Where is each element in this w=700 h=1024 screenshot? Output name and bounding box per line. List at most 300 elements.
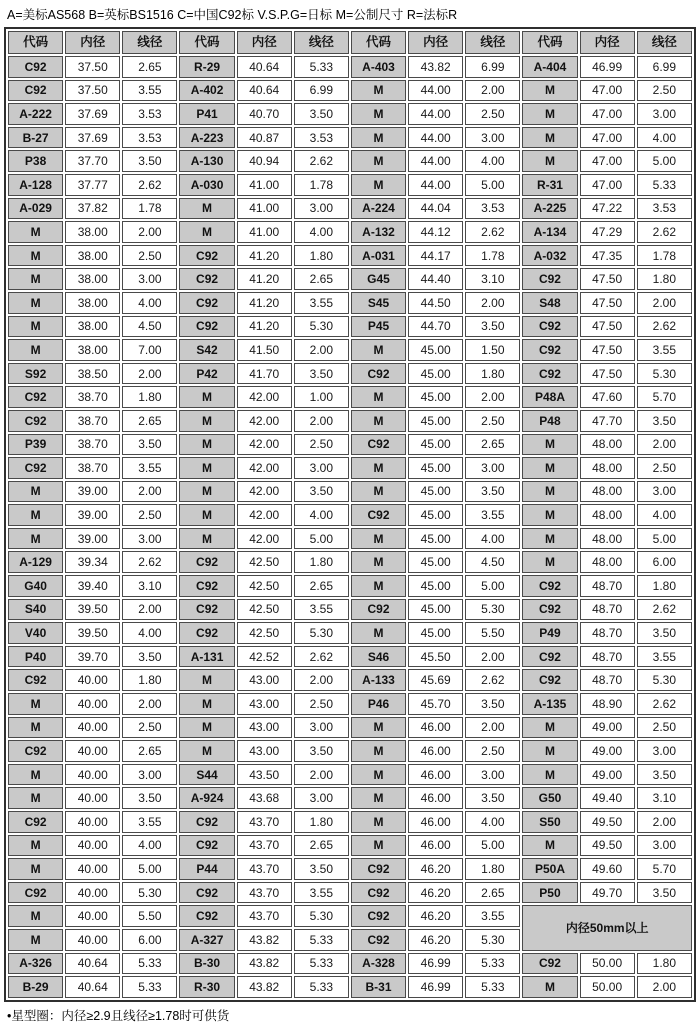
code-cell: C92 [8,811,63,833]
code-cell: M [8,764,63,786]
code-cell: M [8,528,63,550]
wire-diameter-cell: 4.00 [637,127,692,149]
code-cell: M [351,575,406,597]
table-row [8,882,692,904]
merged-note-cell: 内径50mm以上 [522,905,692,950]
inner-diameter-cell: 45.00 [408,481,463,503]
wire-diameter-cell: 3.55 [122,457,177,479]
code-cell: A-223 [179,127,234,149]
wire-diameter-cell: 1.78 [637,245,692,267]
inner-diameter-cell: 41.20 [237,268,292,290]
wire-diameter-cell: 3.00 [294,457,349,479]
inner-diameter-cell: 46.20 [408,929,463,951]
code-cell: M [179,198,234,220]
wire-diameter-cell: 3.00 [122,528,177,550]
wire-diameter-cell: 3.50 [294,103,349,125]
code-cell: C92 [522,363,577,385]
inner-diameter-cell: 42.00 [237,481,292,503]
wire-diameter-cell: 2.50 [122,504,177,526]
wire-diameter-cell: 2.00 [465,292,520,314]
inner-diameter-cell: 47.60 [580,386,635,408]
code-cell: P50 [522,882,577,904]
table-row [8,174,692,196]
table-row [8,80,692,102]
inner-diameter-cell: 44.40 [408,268,463,290]
inner-diameter-cell: 42.52 [237,646,292,668]
inner-diameter-cell: 41.00 [237,174,292,196]
inner-diameter-cell: 43.82 [408,56,463,78]
wire-diameter-cell: 5.70 [637,386,692,408]
wire-diameter-cell: 2.00 [465,646,520,668]
inner-diameter-cell: 46.00 [408,740,463,762]
inner-diameter-cell: 47.29 [580,221,635,243]
inner-diameter-cell: 48.70 [580,622,635,644]
code-cell: C92 [522,953,577,975]
wire-diameter-cell: 2.65 [122,740,177,762]
wire-diameter-cell: 3.00 [294,198,349,220]
code-cell: P48 [522,410,577,432]
code-cell: A-129 [8,551,63,573]
code-cell: M [8,787,63,809]
inner-diameter-cell: 43.70 [237,811,292,833]
table-row [8,693,692,715]
inner-diameter-cell: 40.64 [65,953,120,975]
wire-diameter-cell: 5.33 [637,174,692,196]
inner-diameter-cell: 42.00 [237,528,292,550]
code-cell: M [351,740,406,762]
code-cell: C92 [351,882,406,904]
wire-diameter-cell: 2.00 [465,717,520,739]
code-cell: M [522,835,577,857]
wire-diameter-cell: 5.00 [637,528,692,550]
code-cell: C92 [179,551,234,573]
wire-diameter-cell: 6.99 [465,56,520,78]
table-row [8,292,692,314]
wire-diameter-cell: 3.53 [465,198,520,220]
inner-diameter-cell: 40.00 [65,929,120,951]
wire-diameter-cell: 3.00 [122,764,177,786]
wire-diameter-cell: 3.53 [122,127,177,149]
wire-diameter-cell: 2.50 [637,80,692,102]
wire-diameter-cell: 6.00 [637,551,692,573]
code-cell: G50 [522,787,577,809]
col-header-inner-diameter: 内径 [65,31,120,54]
inner-diameter-cell: 39.70 [65,646,120,668]
wire-diameter-cell: 5.33 [465,976,520,998]
inner-diameter-cell: 44.00 [408,174,463,196]
wire-diameter-cell: 4.50 [122,316,177,338]
wire-diameter-cell: 3.50 [637,410,692,432]
code-cell: A-326 [8,953,63,975]
wire-diameter-cell: 3.53 [122,103,177,125]
table-row [8,245,692,267]
wire-diameter-cell: 2.00 [122,481,177,503]
wire-diameter-cell: 3.50 [294,858,349,880]
code-cell: M [522,976,577,998]
inner-diameter-cell: 46.00 [408,764,463,786]
inner-diameter-cell: 43.82 [237,953,292,975]
code-cell: B-30 [179,953,234,975]
wire-diameter-cell: 2.50 [465,103,520,125]
code-cell: A-402 [179,80,234,102]
wire-diameter-cell: 2.00 [294,764,349,786]
inner-diameter-cell: 45.50 [408,646,463,668]
wire-diameter-cell: 3.00 [294,787,349,809]
table-row [8,858,692,880]
inner-diameter-cell: 40.64 [237,56,292,78]
code-cell: C92 [522,575,577,597]
inner-diameter-cell: 50.00 [580,976,635,998]
wire-diameter-cell: 3.10 [122,575,177,597]
wire-diameter-cell: 7.00 [122,339,177,361]
code-cell: A-924 [179,787,234,809]
code-cell: C92 [8,410,63,432]
inner-diameter-cell: 42.00 [237,386,292,408]
table-row [8,764,692,786]
inner-diameter-cell: 46.20 [408,858,463,880]
inner-diameter-cell: 40.00 [65,882,120,904]
code-cell: B-29 [8,976,63,998]
legend-text: A=美标AS568 B=英标BS1516 C=中国C92标 V.S.P.G=日标 M=公制尺寸 R=法标R [7,8,458,22]
inner-diameter-cell: 38.00 [65,245,120,267]
inner-diameter-cell: 47.50 [580,292,635,314]
code-cell: R-30 [179,976,234,998]
inner-diameter-cell: 48.70 [580,646,635,668]
wire-diameter-cell: 3.50 [637,882,692,904]
inner-diameter-cell: 39.00 [65,504,120,526]
wire-diameter-cell: 3.50 [294,481,349,503]
inner-diameter-cell: 47.70 [580,410,635,432]
wire-diameter-cell: 4.00 [465,811,520,833]
inner-diameter-cell: 38.00 [65,221,120,243]
code-cell: P41 [179,103,234,125]
inner-diameter-cell: 42.50 [237,551,292,573]
wire-diameter-cell: 5.30 [294,622,349,644]
inner-diameter-cell: 38.50 [65,363,120,385]
wire-diameter-cell: 3.10 [465,268,520,290]
inner-diameter-cell: 47.00 [580,103,635,125]
inner-diameter-cell: 46.99 [408,976,463,998]
code-cell: C92 [351,929,406,951]
inner-diameter-cell: 39.40 [65,575,120,597]
code-cell: C92 [351,504,406,526]
wire-diameter-cell: 5.00 [465,575,520,597]
inner-diameter-cell: 49.00 [580,764,635,786]
wire-diameter-cell: 4.00 [637,504,692,526]
wire-diameter-cell: 5.30 [294,905,349,927]
wire-diameter-cell: 2.65 [294,268,349,290]
wire-diameter-cell: 4.00 [122,292,177,314]
wire-diameter-cell: 3.55 [122,80,177,102]
code-cell: M [8,717,63,739]
inner-diameter-cell: 39.00 [65,481,120,503]
wire-diameter-cell: 1.80 [122,386,177,408]
wire-diameter-cell: 2.00 [465,386,520,408]
code-cell: M [8,504,63,526]
code-cell: A-225 [522,198,577,220]
wire-diameter-cell: 3.00 [465,457,520,479]
table-row [8,953,692,975]
wire-diameter-cell: 1.78 [294,174,349,196]
wire-diameter-cell: 2.00 [637,976,692,998]
wire-diameter-cell: 2.62 [294,150,349,172]
code-cell: M [522,551,577,573]
code-cell: A-403 [351,56,406,78]
inner-diameter-cell: 45.00 [408,457,463,479]
wire-diameter-cell: 5.33 [294,56,349,78]
table-row [8,410,692,432]
code-cell: S48 [522,292,577,314]
wire-diameter-cell: 5.33 [294,953,349,975]
code-cell: P49 [522,622,577,644]
wire-diameter-cell: 2.00 [122,599,177,621]
wire-diameter-cell: 2.65 [294,835,349,857]
inner-diameter-cell: 45.00 [408,339,463,361]
table-row [8,339,692,361]
inner-diameter-cell: 42.50 [237,599,292,621]
code-cell: P46 [351,693,406,715]
wire-diameter-cell: 3.55 [294,882,349,904]
code-cell: C92 [179,835,234,857]
wire-diameter-cell: 2.00 [122,693,177,715]
table-row [8,268,692,290]
wire-diameter-cell: 5.30 [294,316,349,338]
wire-diameter-cell: 3.50 [122,646,177,668]
wire-diameter-cell: 3.53 [294,127,349,149]
inner-diameter-cell: 40.00 [65,669,120,691]
code-cell: M [522,127,577,149]
wire-diameter-cell: 3.00 [465,764,520,786]
code-cell: P48A [522,386,577,408]
inner-diameter-cell: 46.20 [408,882,463,904]
table-row [8,646,692,668]
wire-diameter-cell: 2.50 [465,740,520,762]
table-row [8,787,692,809]
inner-diameter-cell: 44.12 [408,221,463,243]
wire-diameter-cell: 6.00 [122,929,177,951]
code-cell: P44 [179,858,234,880]
inner-diameter-cell: 44.00 [408,103,463,125]
code-cell: S46 [351,646,406,668]
table-row [8,386,692,408]
wire-diameter-cell: 3.50 [465,787,520,809]
table-row [8,103,692,125]
inner-diameter-cell: 46.00 [408,717,463,739]
wire-diameter-cell: 2.00 [122,363,177,385]
wire-diameter-cell: 2.50 [637,717,692,739]
code-cell: S42 [179,339,234,361]
code-cell: A-135 [522,693,577,715]
inner-diameter-cell: 40.00 [65,835,120,857]
code-cell: M [179,481,234,503]
wire-diameter-cell: 3.50 [637,622,692,644]
inner-diameter-cell: 41.20 [237,245,292,267]
inner-diameter-cell: 48.70 [580,599,635,621]
code-cell: A-404 [522,56,577,78]
code-cell: M [8,858,63,880]
col-header-code: 代码 [351,31,406,54]
inner-diameter-cell: 41.70 [237,363,292,385]
inner-diameter-cell: 41.20 [237,316,292,338]
wire-diameter-cell: 3.10 [637,787,692,809]
inner-diameter-cell: 37.70 [65,150,120,172]
wire-diameter-cell: 5.00 [122,858,177,880]
code-cell: G45 [351,268,406,290]
code-cell: C92 [179,245,234,267]
code-cell: M [351,150,406,172]
inner-diameter-cell: 47.50 [580,268,635,290]
code-cell: C92 [179,268,234,290]
inner-diameter-cell: 46.00 [408,787,463,809]
code-cell: M [179,693,234,715]
inner-diameter-cell: 42.00 [237,434,292,456]
wire-diameter-cell: 5.30 [465,599,520,621]
code-cell: C92 [179,882,234,904]
wire-diameter-cell: 4.50 [465,551,520,573]
table-row [8,528,692,550]
code-cell: C92 [179,292,234,314]
inner-diameter-cell: 47.22 [580,198,635,220]
inner-diameter-cell: 45.00 [408,434,463,456]
wire-diameter-cell: 3.50 [465,693,520,715]
code-cell: C92 [8,740,63,762]
wire-diameter-cell: 2.50 [294,693,349,715]
wire-diameter-cell: 2.62 [122,551,177,573]
inner-diameter-cell: 38.00 [65,268,120,290]
wire-diameter-cell: 2.00 [637,292,692,314]
inner-diameter-cell: 50.00 [580,953,635,975]
wire-diameter-cell: 5.33 [294,976,349,998]
code-cell: S92 [8,363,63,385]
code-cell: A-128 [8,174,63,196]
wire-diameter-cell: 3.55 [294,599,349,621]
inner-diameter-cell: 43.50 [237,764,292,786]
code-cell: M [179,457,234,479]
code-cell: M [522,457,577,479]
code-cell: A-031 [351,245,406,267]
code-cell: M [351,811,406,833]
inner-diameter-cell: 44.70 [408,316,463,338]
code-cell: M [351,835,406,857]
inner-diameter-cell: 42.50 [237,575,292,597]
inner-diameter-cell: 43.70 [237,835,292,857]
inner-diameter-cell: 46.99 [580,56,635,78]
code-cell: M [522,717,577,739]
wire-diameter-cell: 1.80 [294,551,349,573]
table-row [8,457,692,479]
col-header-inner-diameter: 内径 [408,31,463,54]
code-cell: C92 [179,599,234,621]
wire-diameter-cell: 5.00 [465,835,520,857]
inner-diameter-cell: 48.00 [580,551,635,573]
table-row [8,363,692,385]
inner-diameter-cell: 40.00 [65,717,120,739]
inner-diameter-cell: 38.70 [65,410,120,432]
wire-diameter-cell: 3.50 [465,316,520,338]
inner-diameter-cell: 38.00 [65,292,120,314]
wire-diameter-cell: 5.30 [637,669,692,691]
inner-diameter-cell: 43.00 [237,693,292,715]
wire-diameter-cell: 3.00 [294,717,349,739]
code-cell: C92 [351,434,406,456]
wire-diameter-cell: 3.50 [294,363,349,385]
wire-diameter-cell: 2.00 [637,811,692,833]
wire-diameter-cell: 5.50 [465,622,520,644]
wire-diameter-cell: 2.50 [465,410,520,432]
wire-diameter-cell: 1.80 [294,245,349,267]
wire-diameter-cell: 3.50 [122,787,177,809]
wire-diameter-cell: 3.00 [122,268,177,290]
inner-diameter-cell: 49.70 [580,882,635,904]
wire-diameter-cell: 5.33 [122,953,177,975]
table-row [8,221,692,243]
wire-diameter-cell: 4.00 [294,221,349,243]
wire-diameter-cell: 2.62 [294,646,349,668]
table-row [8,905,692,927]
inner-diameter-cell: 49.40 [580,787,635,809]
inner-diameter-cell: 40.70 [237,103,292,125]
wire-diameter-cell: 3.55 [465,905,520,927]
code-cell: M [351,764,406,786]
inner-diameter-cell: 42.00 [237,457,292,479]
inner-diameter-cell: 47.00 [580,80,635,102]
inner-diameter-cell: 41.00 [237,198,292,220]
inner-diameter-cell: 39.00 [65,528,120,550]
wire-diameter-cell: 2.50 [637,457,692,479]
wire-diameter-cell: 3.50 [637,764,692,786]
code-cell: P45 [351,316,406,338]
wire-diameter-cell: 5.33 [122,976,177,998]
inner-diameter-cell: 44.50 [408,292,463,314]
code-cell: M [8,693,63,715]
table-row [8,740,692,762]
inner-diameter-cell: 42.00 [237,504,292,526]
code-cell: C92 [522,268,577,290]
code-cell: M [351,457,406,479]
inner-diameter-cell: 44.00 [408,150,463,172]
code-cell: A-029 [8,198,63,220]
col-header-wire-diameter: 线径 [637,31,692,54]
code-cell: M [351,103,406,125]
code-cell: P39 [8,434,63,456]
code-cell: M [522,103,577,125]
wire-diameter-cell: 3.00 [637,103,692,125]
code-cell: P38 [8,150,63,172]
code-cell: M [179,386,234,408]
inner-diameter-cell: 45.00 [408,528,463,550]
wire-diameter-cell: 3.00 [465,127,520,149]
code-cell: B-27 [8,127,63,149]
code-cell: A-134 [522,221,577,243]
code-cell: R-31 [522,174,577,196]
inner-diameter-cell: 39.50 [65,599,120,621]
wire-diameter-cell: 2.50 [122,717,177,739]
inner-diameter-cell: 39.50 [65,622,120,644]
wire-diameter-cell: 2.00 [294,669,349,691]
code-cell: C92 [8,386,63,408]
col-header-code: 代码 [179,31,234,54]
code-cell: A-130 [179,150,234,172]
code-cell: C92 [8,882,63,904]
wire-diameter-cell: 2.62 [637,221,692,243]
code-cell: C92 [351,363,406,385]
wire-diameter-cell: 5.30 [465,929,520,951]
wire-diameter-cell: 2.00 [122,221,177,243]
inner-diameter-cell: 49.60 [580,858,635,880]
inner-diameter-cell: 43.70 [237,882,292,904]
table-row [8,481,692,503]
table-row [8,316,692,338]
